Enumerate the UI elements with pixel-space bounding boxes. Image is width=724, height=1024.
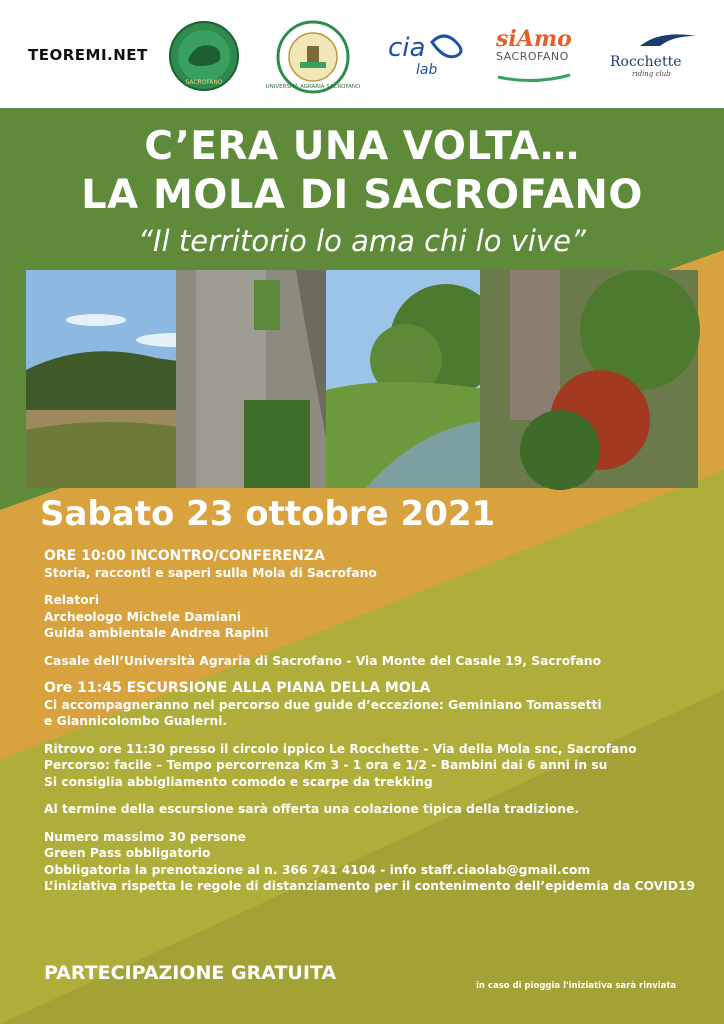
title-line-2: LA MOLA DI SACROFANO (81, 172, 643, 218)
green-pass: Green Pass obbligatorio (44, 846, 211, 860)
ciaolab-main-text: cia (388, 33, 426, 63)
seal2-text: UNIVERSITÀ AGRARIA SACROFANO (265, 84, 361, 90)
guides-line-2: e Giannicolombo Gualerni. (44, 714, 228, 728)
ciaolab-sub-text: lab (416, 62, 438, 78)
rocchette-horse-mark (610, 30, 700, 50)
excursion-heading: Ore 11:45 ESCURSIONE ALLA PIANA DELLA MOLA (44, 680, 431, 696)
meeting-point: Ritrovo ore 11:30 presso il circolo ippico Le Rocchette - Via della Mola snc, Sacrofano (44, 741, 637, 756)
rocchette-logo (610, 30, 724, 78)
covid-note: L’iniziativa rispetta le regole di distanziamento per il contenimento dell’epidemia da COVID19 (44, 879, 696, 893)
venue: Casale dell’Università Agraria di Sacrofano - Via Monte del Casale 19, Sacrofano (44, 653, 602, 668)
photo-autumn-ruins (480, 270, 698, 488)
conference-heading: ORE 10:00 INCONTRO/CONFERENZA (44, 548, 325, 564)
speaker-1: Archeologo Michele Damiani (44, 609, 242, 624)
siamo-sacrofano-logo (496, 26, 572, 89)
rain-note: in caso di pioggia l'iniziativa sarà rinviata (476, 981, 677, 991)
teoremi-logo-text: TEOREMI.NET (28, 46, 148, 64)
ciaolab-mark (386, 30, 470, 80)
universita-agraria-logo (265, 20, 361, 94)
siamo-sub-text: SACROFANO (496, 50, 569, 63)
guides-line-1: Ci accompagneranno nel percorso due guide d’eccezione: Geminiano Tomassetti (44, 697, 602, 712)
siamo-swoosh (496, 73, 572, 83)
partner-logos-bar (0, 0, 724, 108)
rocchette-sub-text: riding club (632, 70, 671, 78)
max-people: Numero massimo 30 persone (44, 829, 246, 844)
booking-info: Obbligatoria la prenotazione al n. 366 741 4104 - info staff.ciaolab@gmail.com (44, 862, 591, 877)
subtitle: “Il territorio lo ama chi lo vive” (138, 224, 586, 258)
speaker-2: Guida ambientale Andrea Rapini (44, 626, 269, 640)
title-line-1: C’ERA UNA VOLTA… (144, 124, 580, 169)
rocchette-main-text: Rocchette (610, 54, 682, 70)
ciaolab-logo (386, 30, 470, 84)
breakfast-note: Al termine della escursione sarà offerta una colazione tipica della tradizione. (44, 802, 580, 816)
free-participation: PARTECIPAZIONE GRATUITA (44, 962, 337, 984)
siamo-main-text: siAmo (496, 26, 572, 52)
program-details (44, 548, 714, 895)
teoremi-logo (28, 46, 148, 64)
sacrofano-seal-logo (168, 20, 240, 92)
speakers-label: Relatori (44, 593, 99, 607)
seal1-text: SACROFANO (185, 79, 223, 86)
conference-description: Storia, racconti e saperi sulla Mola di Sacrofano (44, 565, 377, 580)
route-info: Percorso: facile – Tempo percorrenza Km 3 - 1 ora e 1/2 - Bambini dai 6 anni in su (44, 758, 608, 772)
event-date: Sabato 23 ottobre 2021 (40, 494, 496, 534)
clothing-advice: Si consiglia abbigliamento comodo e scarpe da trekking (44, 774, 433, 789)
